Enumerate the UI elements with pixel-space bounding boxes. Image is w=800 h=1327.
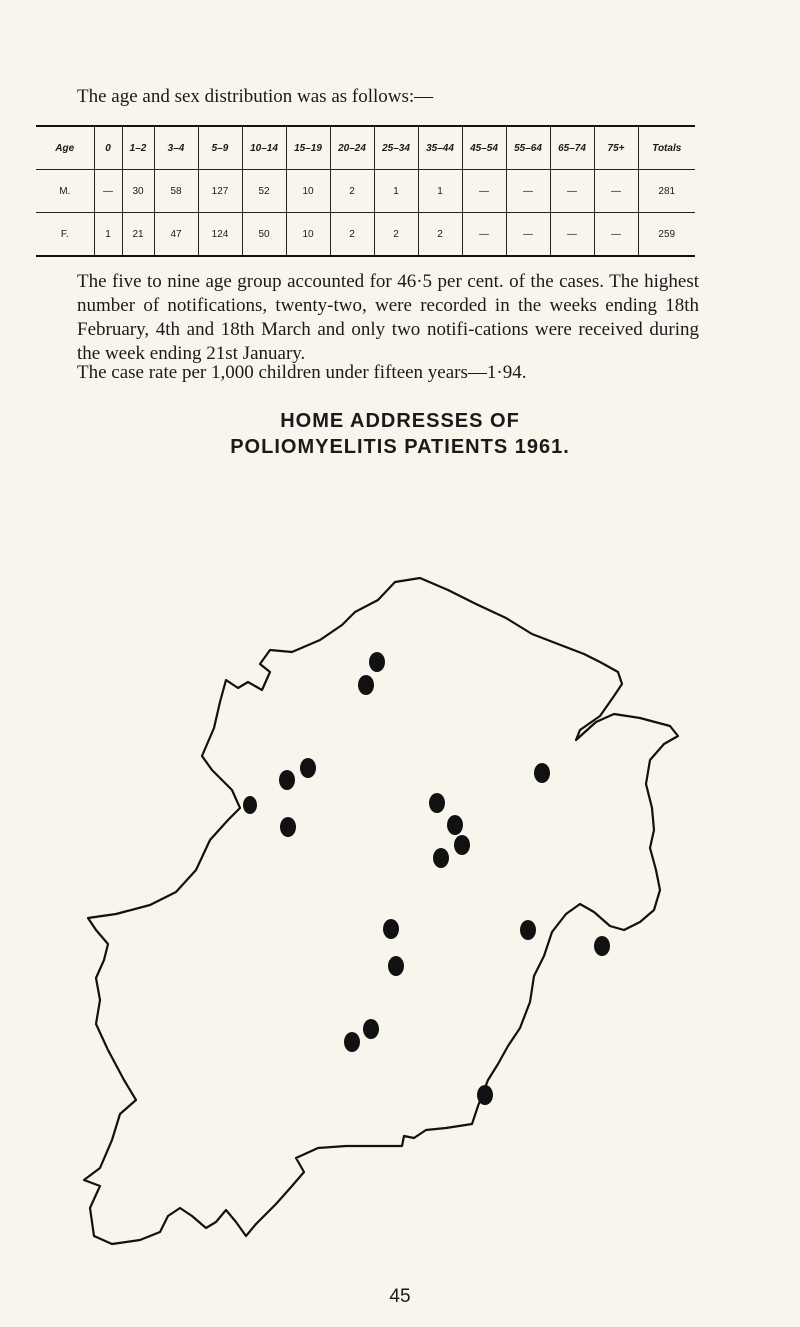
case-marker [433,848,449,868]
paragraph-case-rate: The case rate per 1,000 children under fifteen years—1·94. [77,362,527,383]
case-marker [279,770,295,790]
header-cell: 55–64 [506,126,550,170]
case-marker [447,815,463,835]
case-marker [243,796,257,814]
table-cell: 50 [242,213,286,257]
table-cell: — [506,213,550,257]
district-map [0,560,800,1260]
age-sex-table [36,125,695,257]
case-marker [300,758,316,778]
table-cell: 2 [418,213,462,257]
case-marker [383,919,399,939]
table-cell: — [594,213,638,257]
case-marker [534,763,550,783]
case-marker [363,1019,379,1039]
header-cell: 5–9 [198,126,242,170]
case-marker [280,817,296,837]
case-marker [454,835,470,855]
table-cell: — [550,213,594,257]
header-cell: Age [36,126,94,170]
table-row-female [36,213,695,257]
header-cell: 3–4 [154,126,198,170]
case-markers [243,652,610,1105]
table-row-male [36,170,695,213]
table-cell: 58 [154,170,198,213]
page-number: 45 [389,1286,411,1307]
case-marker [429,793,445,813]
header-cell: 35–44 [418,126,462,170]
table-cell: — [594,170,638,213]
map-title-line2: POLIOMYELITIS PATIENTS 1961. [230,436,570,458]
table-cell: 281 [638,170,695,213]
header-cell: 0 [94,126,122,170]
header-cell: 65–74 [550,126,594,170]
header-cell: 25–34 [374,126,418,170]
case-marker [477,1085,493,1105]
table-cell: — [506,170,550,213]
header-cell: 20–24 [330,126,374,170]
header-cell: 10–14 [242,126,286,170]
table-cell: 21 [122,213,154,257]
table-cell: — [462,213,506,257]
table-cell: 2 [330,213,374,257]
case-marker [594,936,610,956]
table-cell: 1 [418,170,462,213]
table-cell: — [550,170,594,213]
paragraph-age-analysis: The five to nine age group accounted for 46·5 per cent. of the cases. The highest number of notifications, twenty-two, were recorded in the weeks ending 18th February, 4th and 18th March and only two notifi-cations were received during the week ending 21st January. [77,271,699,364]
table-cell: F. [36,213,94,257]
table-cell: — [94,170,122,213]
case-marker [388,956,404,976]
intro-text: The age and sex distribution was as follows:— [77,86,434,107]
map-title-line1: HOME ADDRESSES OF [280,410,520,432]
table-cell: 47 [154,213,198,257]
header-cell: 75+ [594,126,638,170]
case-marker [520,920,536,940]
table-header-row [36,126,695,170]
table-cell: 10 [286,170,330,213]
header-cell: Totals [638,126,695,170]
table-cell: 2 [330,170,374,213]
header-cell: 15–19 [286,126,330,170]
table-cell: 1 [94,213,122,257]
table-cell: 259 [638,213,695,257]
table-cell: — [462,170,506,213]
table-cell: 52 [242,170,286,213]
case-marker [358,675,374,695]
header-cell: 1–2 [122,126,154,170]
table-cell: 1 [374,170,418,213]
table-cell: 10 [286,213,330,257]
table-cell: 30 [122,170,154,213]
header-cell: 45–54 [462,126,506,170]
case-marker [344,1032,360,1052]
table-cell: M. [59,185,71,197]
table-cell: 127 [198,170,242,213]
district-boundary [84,578,678,1244]
table-cell: 124 [198,213,242,257]
case-marker [369,652,385,672]
table-cell: 2 [374,213,418,257]
